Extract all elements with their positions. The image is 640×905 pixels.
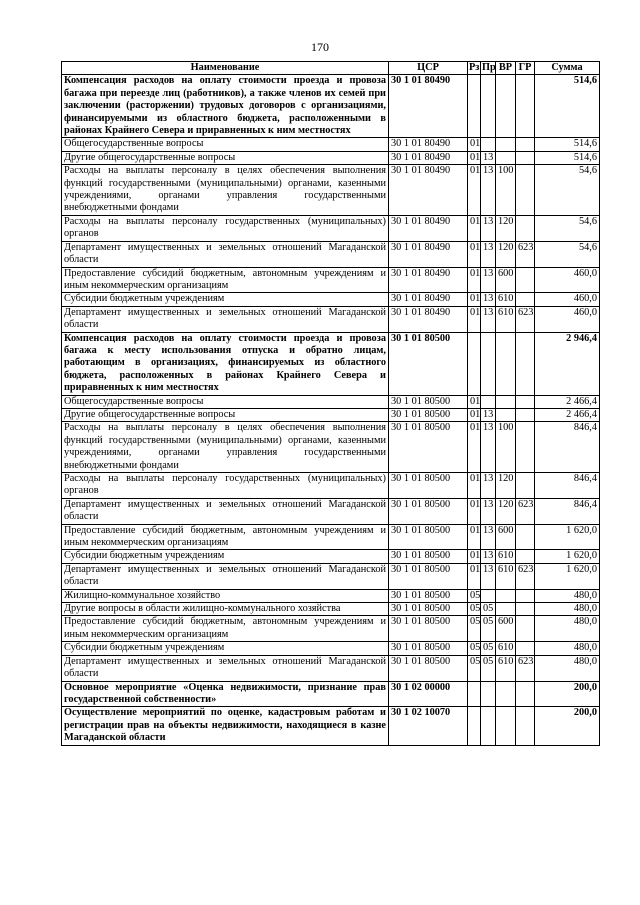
table-row — [62, 681, 600, 707]
table-row — [62, 75, 600, 138]
cell-gr — [516, 151, 535, 164]
cell-pr — [481, 395, 496, 408]
table-row — [62, 267, 600, 293]
cell-csr: 30 1 01 80490 — [389, 75, 468, 138]
cell-vr: 100 — [496, 422, 516, 473]
cell-rz — [468, 75, 481, 138]
cell-pr — [481, 589, 496, 602]
cell-name: Предоставление субсидий бюджетным, автономным учреждениям и иным некоммерческим организациям — [62, 616, 389, 642]
cell-vr: 610 — [496, 550, 516, 563]
cell-pr — [481, 681, 496, 707]
cell-sum: 2 466,4 — [535, 395, 600, 408]
cell-csr: 30 1 01 80500 — [389, 422, 468, 473]
cell-pr: 13 — [481, 306, 496, 332]
cell-pr: 05 — [481, 642, 496, 655]
cell-vr: 610 — [496, 642, 516, 655]
cell-vr — [496, 603, 516, 616]
cell-rz: 01 — [468, 550, 481, 563]
cell-vr — [496, 138, 516, 151]
cell-gr — [516, 395, 535, 408]
cell-pr: 13 — [481, 293, 496, 306]
cell-gr — [516, 589, 535, 602]
cell-csr: 30 1 01 80490 — [389, 151, 468, 164]
cell-pr: 13 — [481, 498, 496, 524]
table-row — [62, 151, 600, 164]
header-pr: Пр — [482, 62, 496, 73]
cell-csr: 30 1 01 80500 — [389, 408, 468, 421]
cell-sum: 460,0 — [535, 267, 600, 293]
table-header-row — [62, 62, 600, 75]
cell-pr: 05 — [481, 655, 496, 681]
cell-rz: 01 — [468, 563, 481, 589]
cell-vr: 600 — [496, 267, 516, 293]
table-row — [62, 603, 600, 616]
cell-name: Предоставление субсидий бюджетным, автономным учреждениям и иным некоммерческим организациям — [62, 267, 389, 293]
cell-pr — [481, 707, 496, 745]
cell-csr: 30 1 01 80500 — [389, 524, 468, 550]
table-row — [62, 138, 600, 151]
cell-name: Осуществление мероприятий по оценке, кадастровым работам и регистрации прав на объекты недвижимости, находящиеся в казне Магаданской области — [62, 707, 389, 745]
cell-sum: 480,0 — [535, 655, 600, 681]
cell-csr: 30 1 02 10070 — [389, 707, 468, 745]
header-sum: Сумма — [535, 62, 600, 75]
cell-sum: 460,0 — [535, 293, 600, 306]
cell-csr: 30 1 01 80490 — [389, 306, 468, 332]
cell-csr: 30 1 01 80490 — [389, 293, 468, 306]
cell-name: Компенсация расходов на оплату стоимости проезда и провоза багажа при переезде лиц (работников), а также членов их семей при заключении (расторжении) трудовых договоров с организациями, финансируемыми из областного бюджета, расположенными в районах Крайнего Севера и приравненных к ним местностях — [62, 75, 389, 138]
table-row — [62, 241, 600, 267]
cell-sum: 846,4 — [535, 422, 600, 473]
cell-csr: 30 1 01 80500 — [389, 642, 468, 655]
cell-vr: 610 — [496, 563, 516, 589]
cell-name: Другие вопросы в области жилищно-коммунального хозяйства — [62, 603, 389, 616]
cell-pr: 13 — [481, 408, 496, 421]
cell-gr — [516, 75, 535, 138]
cell-csr: 30 1 01 80500 — [389, 655, 468, 681]
table-row — [62, 293, 600, 306]
cell-name: Департамент имущественных и земельных отношений Магаданской области — [62, 241, 389, 267]
cell-sum: 54,6 — [535, 241, 600, 267]
cell-pr: 13 — [481, 151, 496, 164]
cell-pr: 13 — [481, 267, 496, 293]
table-row — [62, 395, 600, 408]
cell-name: Департамент имущественных и земельных отношений Магаданской области — [62, 563, 389, 589]
cell-vr: 100 — [496, 165, 516, 216]
cell-rz — [468, 332, 481, 395]
cell-csr: 30 1 01 80500 — [389, 395, 468, 408]
cell-sum: 200,0 — [535, 681, 600, 707]
cell-sum: 846,4 — [535, 473, 600, 499]
cell-vr: 610 — [496, 293, 516, 306]
cell-csr: 30 1 01 80490 — [389, 241, 468, 267]
cell-name: Субсидии бюджетным учреждениям — [62, 293, 389, 306]
cell-gr — [516, 707, 535, 745]
cell-gr — [516, 408, 535, 421]
cell-sum: 2 466,4 — [535, 408, 600, 421]
cell-gr — [516, 550, 535, 563]
cell-vr — [496, 332, 516, 395]
cell-vr — [496, 681, 516, 707]
cell-gr — [516, 681, 535, 707]
cell-pr: 05 — [481, 603, 496, 616]
cell-gr — [516, 473, 535, 499]
cell-name: Предоставление субсидий бюджетным, автономным учреждениям и иным некоммерческим организациям — [62, 524, 389, 550]
cell-name: Расходы на выплаты персоналу государственных (муниципальных) органов — [62, 215, 389, 241]
cell-pr: 13 — [481, 524, 496, 550]
cell-vr: 120 — [496, 241, 516, 267]
cell-gr — [516, 293, 535, 306]
cell-rz: 01 — [468, 422, 481, 473]
cell-rz: 01 — [468, 138, 481, 151]
cell-sum: 480,0 — [535, 642, 600, 655]
cell-pr: 13 — [481, 473, 496, 499]
table-row — [62, 616, 600, 642]
cell-sum: 2 946,4 — [535, 332, 600, 395]
cell-rz: 05 — [468, 603, 481, 616]
cell-rz: 01 — [468, 293, 481, 306]
cell-gr — [516, 524, 535, 550]
cell-csr: 30 1 02 00000 — [389, 681, 468, 707]
cell-vr — [496, 395, 516, 408]
cell-sum: 480,0 — [535, 603, 600, 616]
cell-pr: 13 — [481, 215, 496, 241]
cell-name: Департамент имущественных и земельных отношений Магаданской области — [62, 306, 389, 332]
cell-csr: 30 1 01 80490 — [389, 165, 468, 216]
cell-name: Расходы на выплаты персоналу в целях обеспечения выполнения функций государственными (муниципальными) органами, казенными учреждениями, органами управления государственными внебюджетными фондами — [62, 422, 389, 473]
cell-pr: 05 — [481, 616, 496, 642]
cell-rz: 05 — [468, 589, 481, 602]
cell-name: Департамент имущественных и земельных отношений Магаданской области — [62, 655, 389, 681]
cell-csr: 30 1 01 80500 — [389, 616, 468, 642]
header-name: Наименование — [62, 62, 389, 75]
cell-name: Субсидии бюджетным учреждениям — [62, 550, 389, 563]
cell-vr: 610 — [496, 306, 516, 332]
header-csr: ЦСР — [389, 62, 468, 75]
cell-rz: 05 — [468, 642, 481, 655]
header-rz: Рз — [469, 62, 480, 73]
cell-rz: 01 — [468, 267, 481, 293]
budget-table — [61, 61, 600, 746]
cell-csr: 30 1 01 80490 — [389, 138, 468, 151]
cell-rz: 05 — [468, 655, 481, 681]
cell-rz: 01 — [468, 524, 481, 550]
cell-sum: 846,4 — [535, 498, 600, 524]
cell-vr — [496, 408, 516, 421]
cell-sum: 480,0 — [535, 616, 600, 642]
cell-gr — [516, 138, 535, 151]
cell-rz: 01 — [468, 215, 481, 241]
table-row — [62, 332, 600, 395]
cell-gr: 623 — [516, 498, 535, 524]
cell-sum: 1 620,0 — [535, 550, 600, 563]
cell-vr: 120 — [496, 473, 516, 499]
table-row — [62, 524, 600, 550]
cell-csr: 30 1 01 80500 — [389, 498, 468, 524]
cell-pr — [481, 138, 496, 151]
cell-sum: 1 620,0 — [535, 563, 600, 589]
page-number: 170 — [311, 40, 329, 54]
cell-gr — [516, 603, 535, 616]
table-row — [62, 215, 600, 241]
table-row — [62, 707, 600, 745]
cell-name: Расходы на выплаты персоналу государственных (муниципальных) органов — [62, 473, 389, 499]
cell-rz: 01 — [468, 241, 481, 267]
cell-pr — [481, 332, 496, 395]
cell-name: Общегосударственные вопросы — [62, 395, 389, 408]
cell-sum: 1 620,0 — [535, 524, 600, 550]
table-row — [62, 655, 600, 681]
cell-rz: 01 — [468, 473, 481, 499]
cell-gr — [516, 642, 535, 655]
cell-sum: 54,6 — [535, 215, 600, 241]
table-row — [62, 550, 600, 563]
cell-vr: 600 — [496, 524, 516, 550]
cell-vr — [496, 75, 516, 138]
cell-pr: 13 — [481, 241, 496, 267]
cell-gr: 623 — [516, 241, 535, 267]
cell-name: Общегосударственные вопросы — [62, 138, 389, 151]
cell-name: Компенсация расходов на оплату стоимости проезда и провоза багажа к месту использования отпуска и обратно лицам, работающим в организациях, финансируемых из областного бюджета, расположенных в районах Крайнего Севера и приравненных к ним местностях — [62, 332, 389, 395]
cell-vr: 610 — [496, 655, 516, 681]
table-row — [62, 642, 600, 655]
cell-csr: 30 1 01 80500 — [389, 332, 468, 395]
cell-vr: 120 — [496, 215, 516, 241]
cell-name: Департамент имущественных и земельных отношений Магаданской области — [62, 498, 389, 524]
cell-vr: 120 — [496, 498, 516, 524]
cell-csr: 30 1 01 80500 — [389, 563, 468, 589]
cell-pr: 13 — [481, 550, 496, 563]
cell-sum: 514,6 — [535, 138, 600, 151]
table-row — [62, 563, 600, 589]
cell-csr: 30 1 01 80500 — [389, 550, 468, 563]
cell-rz: 01 — [468, 306, 481, 332]
cell-vr: 600 — [496, 616, 516, 642]
cell-csr: 30 1 01 80500 — [389, 603, 468, 616]
cell-rz: 01 — [468, 498, 481, 524]
header-vr: ВР — [496, 62, 516, 75]
cell-name: Субсидии бюджетным учреждениям — [62, 642, 389, 655]
cell-gr — [516, 422, 535, 473]
table-row — [62, 408, 600, 421]
cell-vr — [496, 707, 516, 745]
table-row — [62, 473, 600, 499]
cell-name: Основное мероприятие «Оценка недвижимости, признание прав государственной собственности» — [62, 681, 389, 707]
cell-rz: 01 — [468, 151, 481, 164]
table-row — [62, 306, 600, 332]
cell-name: Другие общегосударственные вопросы — [62, 408, 389, 421]
cell-csr: 30 1 01 80490 — [389, 215, 468, 241]
table-row — [62, 422, 600, 473]
cell-gr — [516, 215, 535, 241]
cell-gr: 623 — [516, 306, 535, 332]
cell-pr: 13 — [481, 165, 496, 216]
cell-name: Расходы на выплаты персоналу в целях обеспечения выполнения функций государственными (муниципальными) органами, казенными учреждениями, органами управления государственными внебюджетными фондами — [62, 165, 389, 216]
cell-csr: 30 1 01 80500 — [389, 473, 468, 499]
cell-sum: 460,0 — [535, 306, 600, 332]
cell-vr — [496, 151, 516, 164]
cell-sum: 54,6 — [535, 165, 600, 216]
cell-gr — [516, 332, 535, 395]
cell-gr — [516, 616, 535, 642]
cell-vr — [496, 589, 516, 602]
cell-sum: 480,0 — [535, 589, 600, 602]
cell-pr: 13 — [481, 422, 496, 473]
cell-rz: 01 — [468, 408, 481, 421]
cell-sum: 200,0 — [535, 707, 600, 745]
cell-gr — [516, 267, 535, 293]
header-gr: ГР — [516, 62, 535, 75]
cell-gr: 623 — [516, 655, 535, 681]
cell-rz: 01 — [468, 165, 481, 216]
cell-rz: 05 — [468, 616, 481, 642]
table-row — [62, 589, 600, 602]
cell-pr — [481, 75, 496, 138]
table-body — [62, 75, 600, 745]
table-row — [62, 165, 600, 216]
cell-gr: 623 — [516, 563, 535, 589]
cell-rz — [468, 681, 481, 707]
cell-csr: 30 1 01 80490 — [389, 267, 468, 293]
cell-name: Жилищно-коммунальное хозяйство — [62, 589, 389, 602]
cell-pr: 13 — [481, 563, 496, 589]
cell-csr: 30 1 01 80500 — [389, 589, 468, 602]
table-row — [62, 498, 600, 524]
cell-rz — [468, 707, 481, 745]
cell-rz: 01 — [468, 395, 481, 408]
cell-gr — [516, 165, 535, 216]
cell-sum: 514,6 — [535, 75, 600, 138]
cell-sum: 514,6 — [535, 151, 600, 164]
cell-name: Другие общегосударственные вопросы — [62, 151, 389, 164]
